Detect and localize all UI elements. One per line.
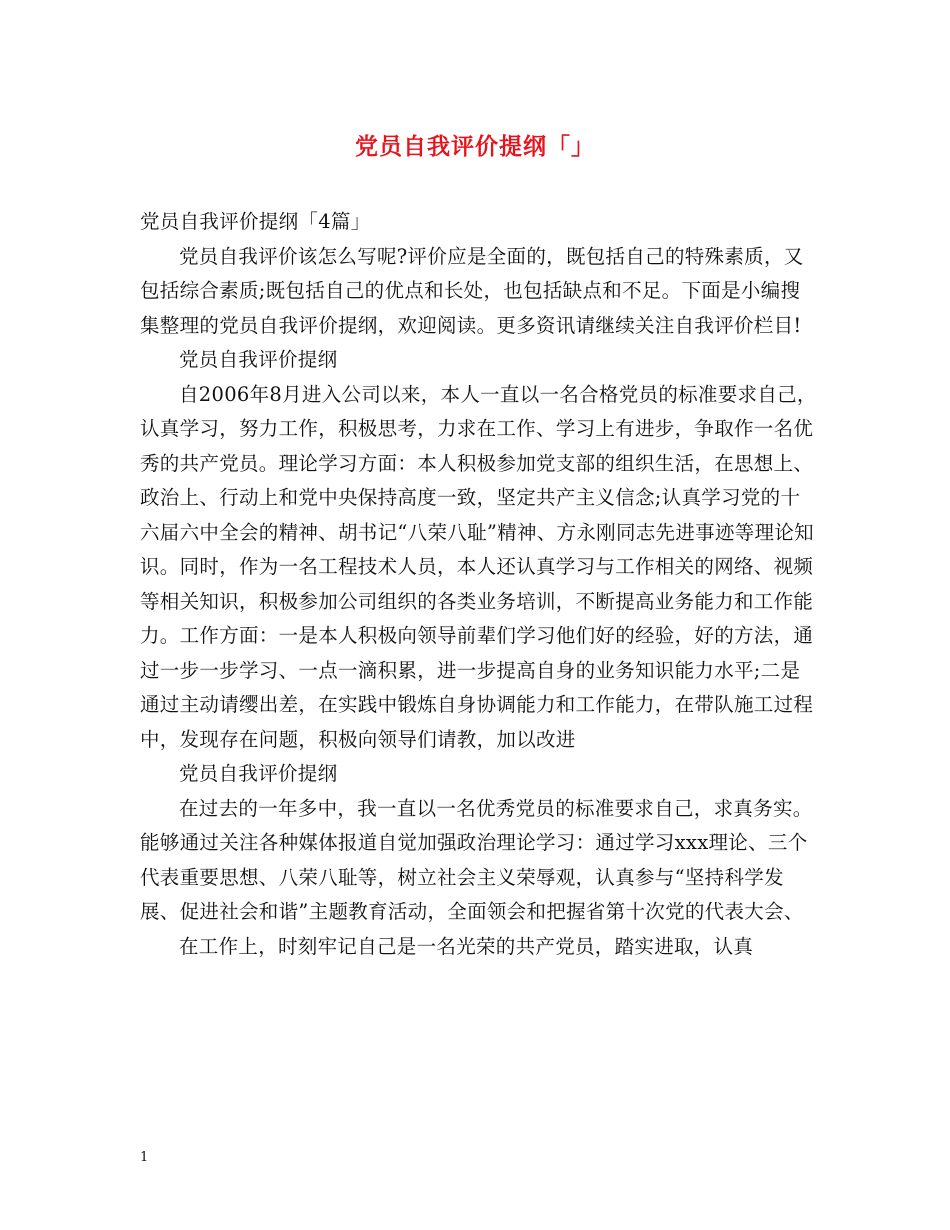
document-title: 党员自我评价提纲「」 [355, 133, 595, 160]
intro-paragraph: 党员自我评价该怎么写呢?评价应是全面的，既包括自己的特殊素质，又包括综合素质;既包括自己的优点和长处，也包括缺点和不足。下面是小编搜集整理的党员自我评价提纲，欢迎阅读。更多资讯请继续关注自我评价栏目! [140, 244, 804, 337]
section-heading-1: 党员自我评价提纲 [179, 348, 338, 371]
section-2-paragraph-continued: 在工作上，时刻牢记自己是一名光荣的共产党员，踏实进取，认真 [179, 934, 754, 958]
section-1-paragraph: 自2006年8月进入公司以来，本人一直以一名合格党员的标准要求自己，认真学习，努力工作，积极思考，力求在工作、学习上有进步，争取作一名优秀的共产党员。理论学习方面：本人积极参加党支部的组织生活，在思想上、政治上、行动上和党中央保持高度一致，坚定共产主义信念;认真学习党的十六届六中全会的精神、胡书记“八荣八耻”精神、方永刚同志先进事迹等理论知识。同时，作为一名工程技术人员，本人还认真学习与工作相关的网络、视频等相关知识，积极参加公司组织的各类业务培训，不断提高业务能力和工作能力。工作方面：一是本人积极向领导前辈们学习他们好的经验，好的方法，通过一步一步学习、一点一滴积累，进一步提高自身的业务知识能力水平;二是通过主动请缨出差，在实践中锻炼自身协调能力和工作能力，在带队施工过程中，发现存在问题，积极向领导们请教，加以改进 [140, 382, 817, 751]
subtitle-paragraph: 党员自我评价提纲「4篇」 [140, 210, 371, 233]
section-2-paragraph: 在过去的一年多中，我一直以一名优秀党员的标准要求自己，求真务实。能够通过关注各种媒体报道自觉加强政治理论学习：通过学习xxx理论、三个代表重要思想、八荣八耻等，树立社会主义荣辱观，认真参与“坚持科学发展、促进社会和谐”主题教育活动，全面领会和把握省第十次党的代表大会、 [140, 796, 813, 923]
section-heading-2: 党员自我评价提纲 [179, 762, 338, 785]
page-number: 1 [140, 1150, 149, 1165]
document-body [140, 205, 820, 964]
